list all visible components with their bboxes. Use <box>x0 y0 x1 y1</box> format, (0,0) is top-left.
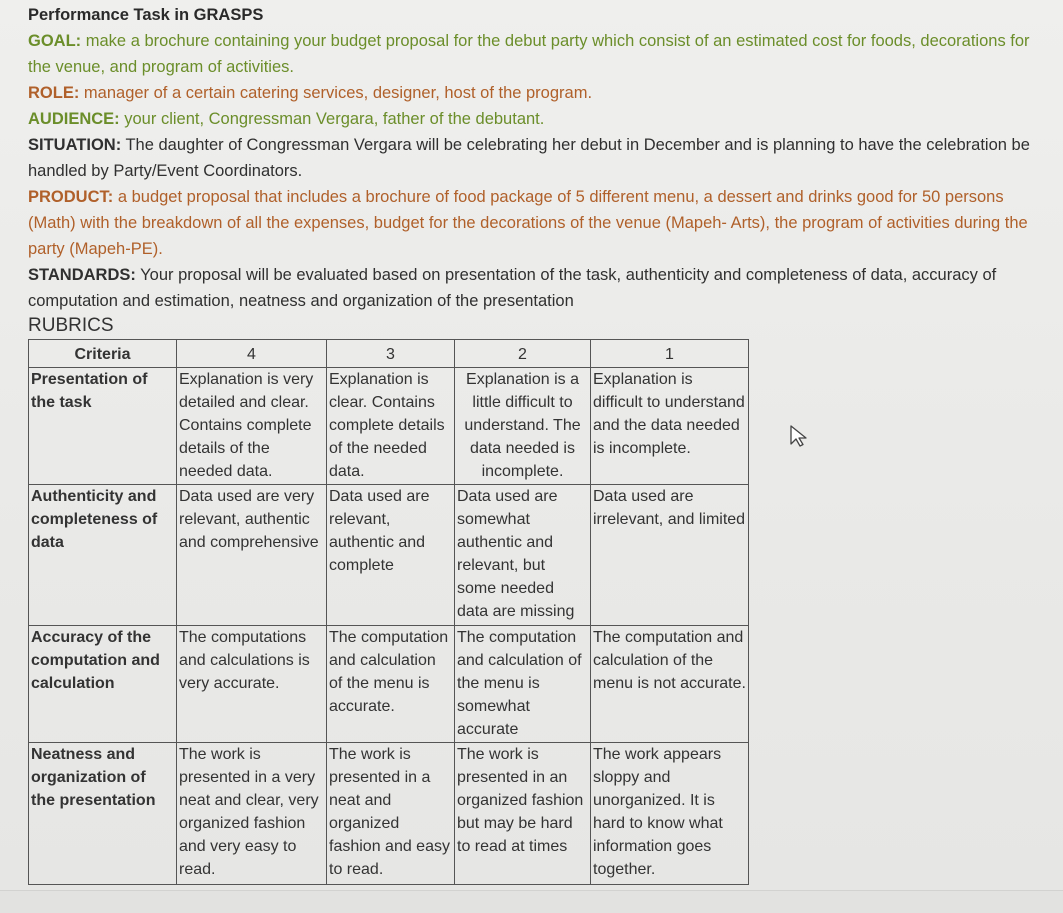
rubric-header-row <box>29 340 749 368</box>
criteria-cell: Neatness and organization of the presentation <box>29 743 177 885</box>
criteria-cell: Authenticity and completeness of data <box>29 485 177 626</box>
situation-text: The daughter of Congressman Vergara will be celebrating her debut in December and is planning to have the celebration be handled by Party/Event Coordinators. <box>28 136 1030 180</box>
table-row <box>29 743 749 885</box>
role-text: manager of a certain catering services, designer, host of the program. <box>79 84 593 102</box>
role-label: ROLE: <box>28 84 80 102</box>
rubric-header-criteria: Criteria <box>29 340 177 368</box>
bottom-edge <box>0 890 1063 913</box>
score-3-cell: Data used are relevant, authentic and complete <box>327 485 455 626</box>
goal-label: GOAL: <box>28 32 82 50</box>
table-row <box>29 626 749 743</box>
standards-paragraph <box>28 262 1043 314</box>
rubric-header-1: 1 <box>591 340 749 368</box>
product-paragraph <box>28 184 1043 262</box>
role-paragraph <box>28 80 1043 106</box>
table-row <box>29 368 749 485</box>
score-1-cell: Explanation is difficult to understand and the data needed is incomplete. <box>591 368 749 485</box>
document-body <box>28 4 1043 885</box>
product-label: PRODUCT: <box>28 188 114 206</box>
criteria-cell: Accuracy of the computation and calculation <box>29 626 177 743</box>
score-2-cell: Explanation is a little difficult to understand. The data needed is incomplete. <box>455 368 591 485</box>
score-1-cell: The work appears sloppy and unorganized. It is hard to know what information goes together. <box>591 743 749 885</box>
product-text: a budget proposal that includes a brochure of food package of 5 different menu, a dessert and drinks good for 50 persons (Math) with the breakdown of all the expenses, budget for the decorations of the venue (Mapeh- Arts), the program of activities during the party (Mapeh-PE). <box>28 188 1028 258</box>
score-4-cell: Explanation is very detailed and clear. Contains complete details of the needed data. <box>177 368 327 485</box>
audience-text: your client, Congressman Vergara, father of the debutant. <box>119 110 545 128</box>
criteria-cell: Presentation of the task <box>29 368 177 485</box>
situation-paragraph <box>28 132 1043 184</box>
standards-text: Your proposal will be evaluated based on presentation of the task, authenticity and completeness of data, accuracy of computation and estimation, neatness and organization of the presentation <box>28 266 997 310</box>
standards-label: STANDARDS: <box>28 266 136 284</box>
score-2-cell: The computation and calculation of the menu is somewhat accurate <box>455 626 591 743</box>
audience-label: AUDIENCE: <box>28 110 120 128</box>
score-3-cell: The work is presented in a neat and organized fashion and easy to read. <box>327 743 455 885</box>
score-3-cell: Explanation is clear. Contains complete details of the needed data. <box>327 368 455 485</box>
rubric-header-2: 2 <box>455 340 591 368</box>
score-1-cell: Data used are irrelevant, and limited <box>591 485 749 626</box>
rubric-header-3: 3 <box>327 340 455 368</box>
rubric-header-4: 4 <box>177 340 327 368</box>
score-1-cell: The computation and calculation of the menu is not accurate. <box>591 626 749 743</box>
score-4-cell: The computations and calculations is very accurate. <box>177 626 327 743</box>
score-2-cell: The work is presented in an organized fashion but may be hard to read at times <box>455 743 591 885</box>
table-row <box>29 485 749 626</box>
score-4-cell: The work is presented in a very neat and clear, very organized fashion and very easy to read. <box>177 743 327 885</box>
rubric-table <box>28 339 749 885</box>
score-2-cell: Data used are somewhat authentic and relevant, but some needed data are missing <box>455 485 591 626</box>
situation-label: SITUATION: <box>28 136 122 154</box>
document-title: Performance Task in GRASPS <box>28 6 264 24</box>
score-4-cell: Data used are very relevant, authentic and comprehensive <box>177 485 327 626</box>
goal-text: make a brochure containing your budget proposal for the debut party which consist of an estimated cost for foods, decorations for the venue, and program of activities. <box>28 32 1030 76</box>
mouse-pointer-icon <box>788 424 810 448</box>
audience-paragraph <box>28 106 1043 132</box>
goal-paragraph <box>28 28 1043 80</box>
rubrics-title: RUBRICS <box>28 315 114 336</box>
score-3-cell: The computation and calculation of the menu is accurate. <box>327 626 455 743</box>
